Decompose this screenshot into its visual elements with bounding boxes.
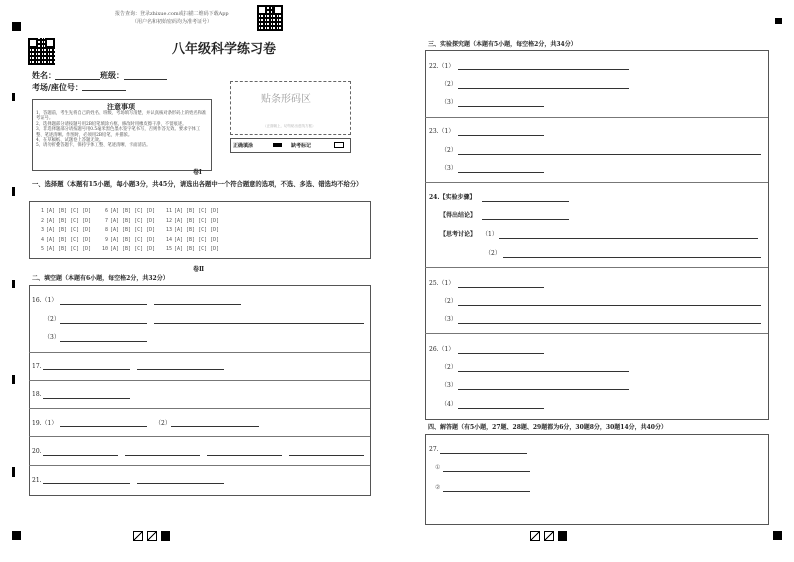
- option-bubble-a[interactable]: [A]: [46, 236, 56, 243]
- q19-label: 19.（1）: [32, 420, 58, 427]
- question-number: 11: [165, 208, 172, 214]
- option-bubble-d[interactable]: [D]: [210, 208, 220, 214]
- option-bubble-d[interactable]: [D]: [146, 208, 156, 214]
- answer-line[interactable]: [458, 353, 544, 354]
- notice-box: [32, 99, 212, 171]
- option-bubble-a[interactable]: [A]: [46, 208, 56, 214]
- option-bubble-d[interactable]: [D]: [82, 208, 92, 214]
- report-query-note: （用户名和初始密码均为准考证号）: [132, 19, 213, 25]
- timing-mark: [12, 375, 15, 384]
- section3-title: 三、实验探究题（本题有5小题，每空格2分，共34分）: [428, 41, 577, 48]
- notice-item: 3、非选择题部分请按题号用0.5毫米黑色墨水签字笔书写，否则作答无效。要求字体工整、笔迹清晰。作图时，必须用2B铅笔，并描浓。: [36, 127, 201, 138]
- q25-2-label: （2）: [441, 298, 457, 305]
- answer-line[interactable]: [458, 323, 761, 324]
- option-bubble-b[interactable]: [B]: [186, 217, 196, 224]
- answer-line[interactable]: [137, 483, 224, 484]
- option-bubble-d[interactable]: [D]: [82, 217, 92, 224]
- option-bubble-c[interactable]: [C]: [70, 246, 80, 252]
- choice-question-6: [100, 208, 158, 214]
- option-bubble-b[interactable]: [B]: [122, 236, 132, 243]
- option-bubble-d[interactable]: [D]: [82, 246, 92, 252]
- question-number: 12: [165, 217, 172, 224]
- option-bubble-d[interactable]: [D]: [210, 246, 220, 252]
- divider: [29, 380, 370, 381]
- report-query-text: 报告查询：登录zhixue.com或扫描二维码下载App: [115, 11, 229, 17]
- question-number: 4: [40, 236, 44, 243]
- answer-line[interactable]: [440, 453, 527, 454]
- option-bubble-b[interactable]: [B]: [58, 236, 68, 243]
- choice-question-4: [36, 237, 94, 243]
- notice-list: [36, 111, 208, 149]
- answer-line[interactable]: [443, 491, 530, 492]
- option-bubble-a[interactable]: [A]: [174, 208, 184, 214]
- option-bubble-b[interactable]: [B]: [58, 246, 68, 252]
- option-bubble-c[interactable]: [C]: [198, 217, 208, 224]
- option-bubble-b[interactable]: [B]: [58, 208, 68, 214]
- q24-conclusion-label: 【得出结论】: [440, 212, 477, 219]
- notice-item: 2、选择题部分请按题号用2B铅笔填涂方框，修改时用橡皮擦干净，不留痕迹。: [36, 121, 187, 127]
- question-number: 8: [104, 227, 108, 233]
- answer-line[interactable]: [154, 304, 241, 305]
- choice-question-14: [164, 237, 222, 243]
- option-bubble-b[interactable]: [B]: [122, 217, 132, 224]
- registration-mark: [773, 531, 782, 540]
- absent-checkbox[interactable]: [334, 142, 344, 148]
- timing-mark: [12, 467, 15, 477]
- q26-2-label: （2）: [441, 364, 457, 371]
- answer-line[interactable]: [458, 106, 544, 107]
- choice-answer-box: [29, 201, 371, 259]
- answer-line[interactable]: [458, 69, 629, 70]
- question-number: 6: [104, 208, 108, 214]
- answer-line[interactable]: [43, 398, 130, 399]
- divider: [29, 352, 370, 353]
- q20-label: 20.: [32, 448, 42, 455]
- registration-mark: [12, 531, 21, 540]
- option-bubble-c[interactable]: [C]: [70, 236, 80, 243]
- option-bubble-a[interactable]: [A]: [174, 217, 184, 224]
- choice-question-10: [100, 246, 158, 252]
- divider: [425, 182, 768, 183]
- q24-d1-label: （1）: [482, 231, 498, 238]
- choice-question-9: [100, 237, 158, 243]
- divider: [29, 436, 370, 437]
- divider: [29, 465, 370, 466]
- answer-line[interactable]: [458, 154, 761, 155]
- registration-mark: [12, 22, 21, 31]
- choice-question-5: [36, 246, 94, 252]
- q16-3-label: （3）: [44, 334, 60, 341]
- section4-title: 四、解答题（有5小题，27题、28题、29题都为6分，30题8分，30题14分，共40分）: [428, 424, 667, 431]
- part1-label: 卷Ⅰ: [193, 169, 202, 176]
- timing-mark: [12, 280, 15, 288]
- option-bubble-b[interactable]: [B]: [186, 227, 196, 233]
- part2-label: 卷Ⅱ: [193, 266, 205, 273]
- answer-line[interactable]: [60, 426, 147, 427]
- seat-label: 考场/座位号：: [32, 82, 83, 92]
- option-bubble-a[interactable]: [A]: [174, 236, 184, 243]
- answer-line[interactable]: [458, 88, 629, 89]
- option-bubble-c[interactable]: [C]: [134, 227, 144, 233]
- seat-field[interactable]: [82, 90, 126, 91]
- answer-line[interactable]: [458, 389, 629, 390]
- option-bubble-c[interactable]: [C]: [198, 236, 208, 243]
- answer-line[interactable]: [499, 238, 758, 239]
- option-bubble-d[interactable]: [D]: [146, 236, 156, 243]
- divider: [425, 117, 768, 118]
- answer-line[interactable]: [154, 323, 364, 324]
- option-bubble-b[interactable]: [B]: [122, 208, 132, 214]
- choice-question-2: [36, 218, 94, 224]
- q22-label: 22.（1）: [429, 63, 455, 70]
- q26-3-label: （3）: [441, 382, 457, 389]
- q25-3-label: （3）: [441, 316, 457, 323]
- option-bubble-b[interactable]: [B]: [122, 227, 132, 233]
- option-bubble-b[interactable]: [B]: [186, 246, 196, 252]
- registration-mark: [775, 18, 782, 24]
- question-number: 1: [40, 208, 44, 214]
- section1-title: 一、选择题（本题有15小题，每小题3分，共45分，请选出各题中一个符合题意的选项，不选、多选、错选均不给分）: [32, 181, 363, 188]
- answer-line[interactable]: [443, 471, 530, 472]
- choice-question-15: [164, 246, 222, 252]
- student-qr-code: [28, 38, 55, 65]
- answer-line[interactable]: [43, 455, 118, 456]
- answer-line[interactable]: [137, 369, 224, 370]
- q27-2-label: ②: [435, 484, 441, 491]
- choice-question-8: [100, 227, 158, 233]
- answer-line[interactable]: [482, 201, 569, 202]
- option-bubble-d[interactable]: [D]: [146, 227, 156, 233]
- choice-question-3: [36, 227, 94, 233]
- option-bubble-c[interactable]: [C]: [134, 246, 144, 252]
- q24-d2-label: （2）: [485, 250, 501, 257]
- option-bubble-b[interactable]: [B]: [186, 236, 196, 243]
- page-code-mark: [530, 531, 540, 541]
- answer-line[interactable]: [458, 305, 761, 306]
- barcode-area: [230, 81, 351, 135]
- option-bubble-d[interactable]: [D]: [146, 246, 156, 252]
- timing-mark: [12, 187, 15, 196]
- divider: [425, 267, 768, 268]
- page-code-mark: [558, 531, 567, 541]
- option-bubble-c[interactable]: [C]: [134, 208, 144, 214]
- question-number: 7: [104, 217, 108, 224]
- choice-question-1: [36, 208, 94, 214]
- option-bubble-b[interactable]: [B]: [58, 227, 68, 233]
- answer-line[interactable]: [458, 371, 629, 372]
- option-bubble-a[interactable]: [A]: [174, 246, 184, 252]
- class-label: 班级：: [100, 70, 124, 80]
- app-qr-code: [257, 5, 283, 31]
- option-bubble-d[interactable]: [D]: [146, 217, 156, 224]
- q23-3-label: （3）: [441, 165, 457, 172]
- notice-item: 4、在草稿纸、试题卷上答题无效。: [36, 138, 104, 144]
- page-code-mark: [161, 531, 170, 541]
- choice-question-7: [100, 218, 158, 224]
- q22-2-label: （2）: [441, 81, 457, 88]
- page-code-mark: [544, 531, 554, 541]
- question-number: 14: [165, 236, 172, 243]
- option-bubble-c[interactable]: [C]: [198, 246, 208, 252]
- option-bubble-c[interactable]: [C]: [70, 208, 80, 214]
- choice-question-12: [164, 218, 222, 224]
- answer-line[interactable]: [125, 455, 200, 456]
- q18-label: 18.: [32, 391, 42, 398]
- q16-2-label: （2）: [44, 316, 60, 323]
- option-bubble-a[interactable]: [A]: [46, 227, 56, 233]
- option-bubble-a[interactable]: [A]: [174, 227, 184, 233]
- answer-line[interactable]: [289, 455, 364, 456]
- q24-discussion-label: 【思考讨论】: [440, 231, 477, 238]
- option-bubble-a[interactable]: [A]: [110, 236, 120, 243]
- class-field[interactable]: [124, 79, 167, 80]
- q22-3-label: （3）: [441, 99, 457, 106]
- fill-legend: [230, 138, 351, 153]
- answer-line[interactable]: [458, 287, 544, 288]
- option-bubble-d[interactable]: [D]: [210, 227, 220, 233]
- option-bubble-a[interactable]: [A]: [110, 227, 120, 233]
- answer-line[interactable]: [503, 257, 761, 258]
- option-bubble-d[interactable]: [D]: [82, 236, 92, 243]
- answer-line[interactable]: [482, 219, 569, 220]
- q26-label: 26.（1）: [429, 346, 455, 353]
- notice-title: 注意事项: [107, 102, 135, 111]
- option-bubble-c[interactable]: [C]: [70, 227, 80, 233]
- answer-line[interactable]: [60, 304, 147, 305]
- solution-answer-box: [425, 434, 769, 525]
- answer-line[interactable]: [458, 135, 544, 136]
- name-label: 姓名：: [32, 70, 56, 80]
- answer-line[interactable]: [43, 369, 130, 370]
- option-bubble-a[interactable]: [A]: [110, 208, 120, 214]
- barcode-hint: （正面朝上，切勿贴出虚线方框）: [263, 124, 316, 128]
- option-bubble-a[interactable]: [A]: [46, 217, 56, 224]
- name-field[interactable]: [55, 79, 100, 80]
- q25-label: 25.（1）: [429, 280, 455, 287]
- q27-1-label: ①: [435, 464, 441, 471]
- q24-label: 24.【实验步骤】: [429, 194, 476, 201]
- q23-label: 23.（1）: [429, 128, 455, 135]
- q19-2-label: （2）: [155, 420, 171, 427]
- q26-4-label: （4）: [441, 401, 457, 408]
- option-bubble-b[interactable]: [B]: [186, 208, 196, 214]
- page-code-mark: [133, 531, 143, 541]
- option-bubble-d[interactable]: [D]: [210, 236, 220, 243]
- option-bubble-a[interactable]: [A]: [110, 217, 120, 224]
- q17-label: 17.: [32, 363, 42, 370]
- notice-item: 1、答题前，考生先将自己的姓名、班级、考场填写清楚，并认真核对条形码上的姓名和准考证号。: [36, 111, 207, 122]
- q27-label: 27.: [429, 446, 439, 453]
- option-bubble-d[interactable]: [D]: [210, 217, 220, 224]
- question-number: 15: [165, 246, 172, 252]
- answer-line[interactable]: [207, 455, 282, 456]
- choice-question-13: [164, 227, 222, 233]
- notice-item: 5、请勿折叠答题卡，保持字体工整、笔迹清晰、卡面清洁。: [36, 143, 151, 149]
- option-bubble-c[interactable]: [C]: [134, 217, 144, 224]
- option-bubble-b[interactable]: [B]: [122, 246, 132, 252]
- section2-title: 二、填空题（本题有6小题，每空格2分，共32分）: [32, 275, 169, 282]
- answer-line[interactable]: [458, 408, 544, 409]
- timing-mark: [12, 93, 15, 101]
- question-number: 10: [101, 246, 108, 252]
- answer-line[interactable]: [60, 323, 147, 324]
- choice-question-11: [164, 208, 222, 214]
- option-bubble-a[interactable]: [A]: [110, 246, 120, 252]
- answer-line[interactable]: [171, 426, 259, 427]
- question-number: 13: [165, 227, 172, 233]
- divider: [425, 333, 768, 334]
- question-number: 3: [40, 227, 44, 233]
- option-bubble-c[interactable]: [C]: [70, 217, 80, 224]
- correct-fill-label: 正确填涂: [233, 143, 254, 149]
- filled-box-icon: [273, 143, 282, 147]
- answer-line[interactable]: [43, 483, 130, 484]
- answer-line[interactable]: [60, 341, 147, 342]
- barcode-label: 贴条形码区: [261, 94, 311, 105]
- option-bubble-c[interactable]: [C]: [134, 236, 144, 243]
- divider: [29, 408, 370, 409]
- option-bubble-c[interactable]: [C]: [198, 227, 208, 233]
- absent-mark-label: 缺考标记: [291, 143, 312, 149]
- question-number: 9: [104, 236, 108, 243]
- page-title: 八年级科学练习卷: [172, 42, 277, 57]
- option-bubble-b[interactable]: [B]: [58, 217, 68, 224]
- option-bubble-d[interactable]: [D]: [82, 227, 92, 233]
- option-bubble-a[interactable]: [A]: [46, 246, 56, 252]
- question-number: 2: [40, 217, 44, 224]
- question-number: 5: [40, 246, 44, 252]
- answer-line[interactable]: [458, 172, 544, 173]
- q16-label: 16.（1）: [32, 297, 58, 304]
- q23-2-label: （2）: [441, 147, 457, 154]
- page-code-mark: [147, 531, 157, 541]
- option-bubble-c[interactable]: [C]: [198, 208, 208, 214]
- q21-label: 21.: [32, 477, 42, 484]
